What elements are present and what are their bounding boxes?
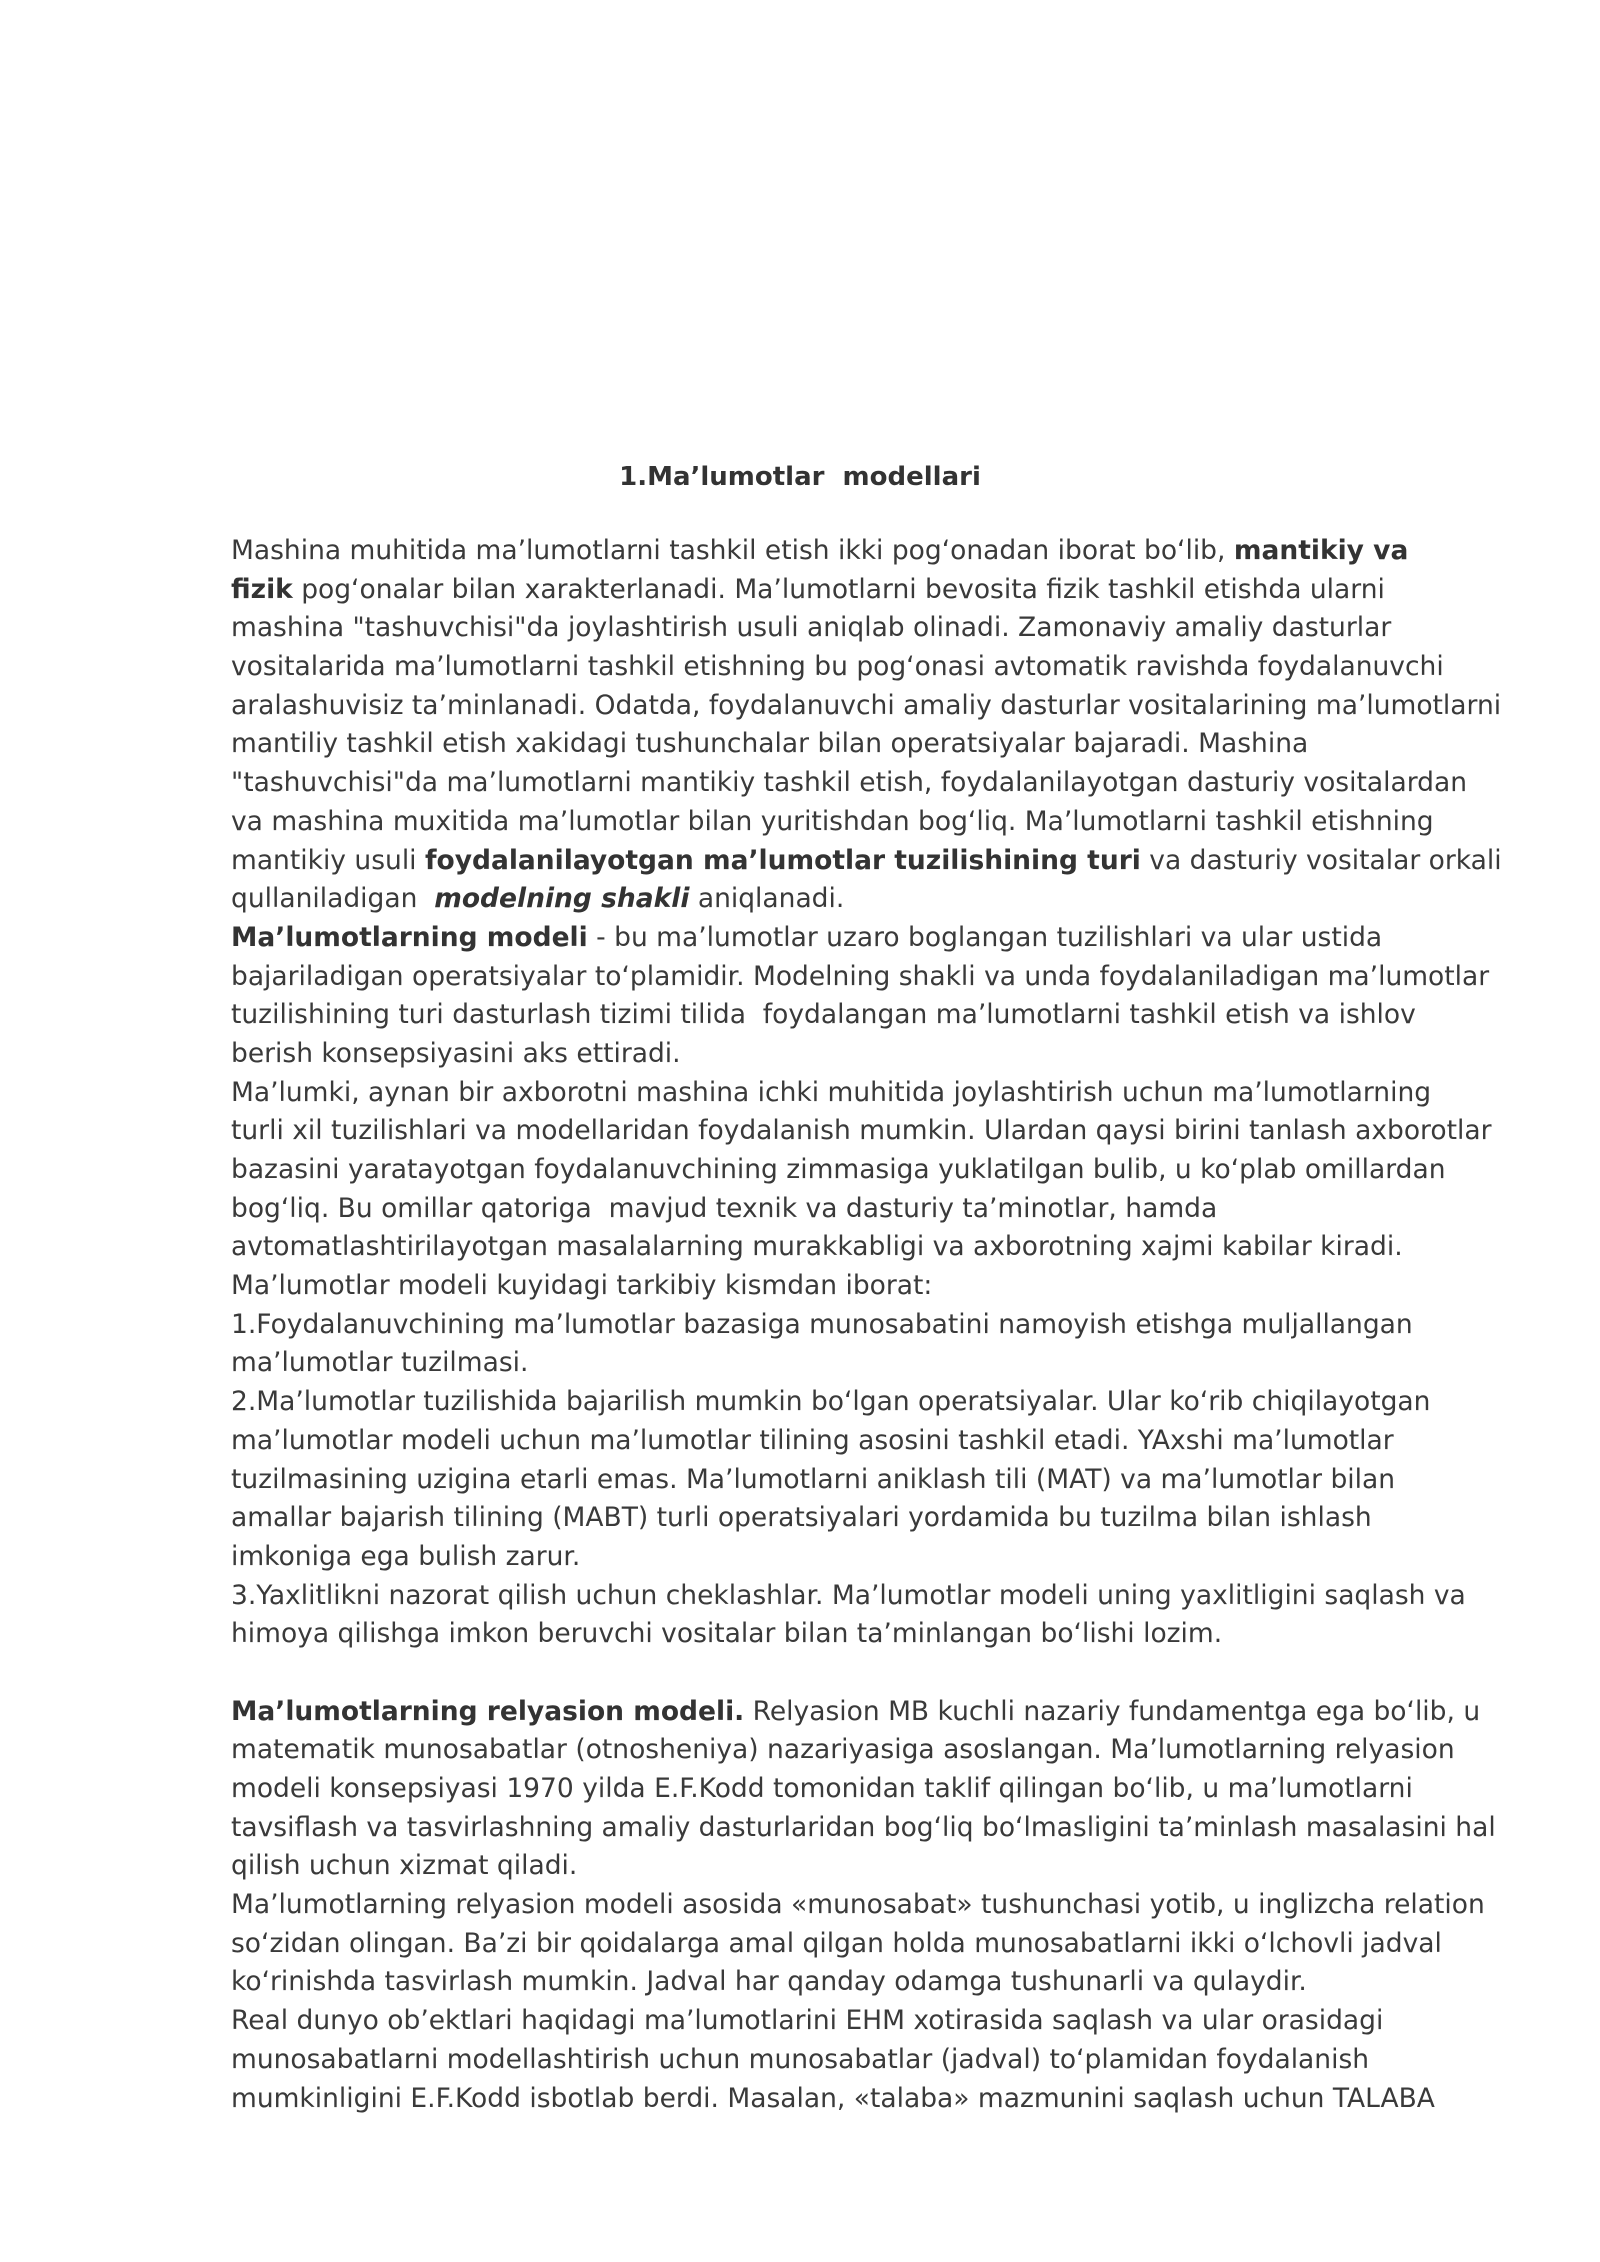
text-run: pog‘onalar bilan xarakterlanadi. Ma’lumotlarni bevosita fizik tashkil etishda ularni bbox=[292, 573, 1385, 605]
paragraph-line bbox=[231, 919, 1521, 958]
document-body bbox=[231, 532, 1521, 2118]
text-run: Relyasion MB kuchli nazariy fundamentga ega bo‘lib, u bbox=[744, 1695, 1481, 1727]
paragraph-line: berish konsepsiyasini aks ettiradi. bbox=[231, 1037, 681, 1069]
bold-term: fizik bbox=[231, 573, 293, 605]
paragraph-spacer bbox=[231, 1654, 1521, 1693]
paragraph-line: avtomatlashtirilayotgan masalalarning murakkabligi va axborotning xajmi kabilar kiradi. bbox=[231, 1231, 1403, 1263]
list-item-line: ma’lumotlar tuzilmasi. bbox=[231, 1347, 529, 1379]
text-run: Mashina muhitida ma’lumotlarni tashkil etish ikki pog‘onadan iborat bo‘lib, bbox=[231, 535, 1234, 566]
bold-italic-term: modelning shakli bbox=[434, 883, 690, 915]
paragraph-line: matematik munosabatlar (otnosheniya) nazariyasiga asoslangan. Ma’lumotlarning relyasion bbox=[231, 1734, 1455, 1766]
list-item-line: 1.Foydalanuvchining ma’lumotlar bazasiga munosabatini namoyish etishga muljallangan bbox=[231, 1308, 1413, 1340]
paragraph-line: Ma’lumotlarning relyasion modeli asosida «munosabat» tushunchasi yotib, u inglizcha relation bbox=[231, 1889, 1485, 1921]
bold-term: foydalanilayotgan ma’lumotlar tuzilishining turi bbox=[424, 844, 1141, 876]
paragraph-line: munosabatlarni modellashtirish uchun munosabatlar (jadval) to‘plamidan foydalanish bbox=[231, 2043, 1370, 2075]
paragraph-line: vositalarida ma’lumotlarni tashkil etishning bu pog‘onasi avtomatik ravishda foydalanuvchi bbox=[231, 651, 1444, 683]
paragraph-line: tavsiflash va tasvirlashning amaliy dasturlaridan bog‘liq bo‘lmasligini ta’minlash masalasini hal bbox=[231, 1811, 1496, 1843]
paragraph-line: mantiliy tashkil etish xakidagi tushunchalar bilan operatsiyalar bajaradi. Mashina bbox=[231, 728, 1309, 760]
paragraph-line: Ma’lumki, aynan bir axborotni mashina ichki muhitida joylashtirish uchun ma’lumotlarning bbox=[231, 1076, 1432, 1108]
paragraph-line: modeli konsepsiyasi 1970 yilda E.F.Kodd tomonidan taklif qilingan bo‘lib, u ma’lumotlarni bbox=[231, 1773, 1413, 1804]
paragraph-line bbox=[231, 571, 1521, 610]
bold-term: mantikiy va bbox=[1233, 535, 1409, 566]
list-item-line: ma’lumotlar modeli uchun ma’lumotlar tilining asosini tashkil etadi. YAxshi ma’lumotlar bbox=[231, 1424, 1394, 1456]
list-item-line: tuzilmasining uzigina etarli emas. Ma’lumotlarni aniklash tili (MAT) va ma’lumotlar bilan bbox=[231, 1463, 1396, 1495]
list-item-line: 2.Ma’lumotlar tuzilishida bajarilish mumkin bo‘lgan operatsiyalar. Ular ko‘rib chiqilayotgan bbox=[231, 1386, 1431, 1418]
text-run: - bu ma’lumotlar uzaro boglangan tuzilishlari va ular ustida bbox=[587, 921, 1383, 953]
paragraph-line bbox=[231, 842, 1521, 881]
text-run: aniqlanadi. bbox=[689, 883, 845, 915]
paragraph-line: tuzilishining turi dasturlash tizimi tilida foydalangan ma’lumotlarni tashkil etish va ishlov bbox=[231, 999, 1416, 1031]
list-item-line: 3.Yaxlitlikni nazorat qilish uchun cheklashlar. Ma’lumotlar modeli uning yaxlitligini saqlash va bbox=[231, 1579, 1466, 1611]
paragraph-line: Real dunyo ob’ektlari haqidagi ma’lumotlarini EHM xotirasida saqlash va ular orasidagi bbox=[231, 2005, 1384, 2037]
bold-term: Ma’lumotlarning modeli bbox=[231, 921, 588, 953]
paragraph-line: turli xil tuzilishlari va modellaridan foydalanish mumkin. Ulardan qaysi birini tanlash axborotlar bbox=[231, 1115, 1492, 1147]
paragraph-line bbox=[231, 532, 1521, 571]
text-run: mantikiy usuli bbox=[231, 844, 425, 876]
paragraph-line bbox=[231, 880, 1521, 919]
paragraph-line: bajariladigan operatsiyalar to‘plamidir. Modelning shakli va unda foydalaniladigan ma’lumotlar bbox=[231, 960, 1490, 992]
paragraph-line: ko‘rinishda tasvirlash mumkin. Jadval har qanday odamga tushunarli va qulaydir. bbox=[231, 1966, 1307, 1998]
paragraph-line: mumkinligini E.F.Kodd isbotlab berdi. Masalan, «talaba» mazmunini saqlash uchun TALABA bbox=[231, 2082, 1435, 2114]
paragraph-line: bazasini yaratayotgan foydalanuvchining zimmasiga yuklatilgan bulib, u ko‘plab omillardan bbox=[231, 1154, 1446, 1185]
list-item-line: amallar bajarish tilining (MABT) turli operatsiyalari yordamida bu tuzilma bilan ishlash bbox=[231, 1502, 1372, 1534]
paragraph-line bbox=[231, 1693, 1521, 1732]
page-title: 1.Ma’lumotlar modellari bbox=[619, 462, 981, 492]
bold-term: Ma’lumotlarning relyasion modeli. bbox=[231, 1695, 745, 1727]
text-run: qullaniladigan bbox=[231, 883, 435, 915]
paragraph-line: so‘zidan olingan. Ba’zi bir qoidalarga amal qilgan holda munosabatlarni ikki o‘lchovli jadval bbox=[231, 1927, 1442, 1959]
paragraph-line: qilish uchun xizmat qiladi. bbox=[231, 1850, 578, 1882]
list-item-line: imkoniga ega bulish zarur. bbox=[231, 1540, 581, 1572]
paragraph-line: "tashuvchisi"da ma’lumotlarni mantikiy tashkil etish, foydalanilayotgan dasturiy vositalardan bbox=[231, 767, 1467, 799]
paragraph-line: va mashina muxitida ma’lumotlar bilan yuritishdan bog‘liq. Ma’lumotlarni tashkil etishning bbox=[231, 805, 1434, 837]
list-item-line: himoya qilishga imkon beruvchi vositalar bilan ta’minlangan bo‘lishi lozim. bbox=[231, 1618, 1223, 1650]
paragraph-line: aralashuvisiz ta’minlanadi. Odatda, foydalanuvchi amaliy dasturlar vositalarining ma’lumotlarni bbox=[231, 689, 1502, 721]
paragraph-line: bog‘liq. Bu omillar qatoriga mavjud texnik va dasturiy ta’minotlar, hamda bbox=[231, 1192, 1218, 1224]
text-run: va dasturiy vositalar orkali bbox=[1140, 844, 1502, 876]
paragraph-line: mashina "tashuvchisi"da joylashtirish usuli aniqlab olinadi. Zamonaviy amaliy dasturlar bbox=[231, 612, 1392, 644]
paragraph-line: Ma’lumotlar modeli kuyidagi tarkibiy kismdan iborat: bbox=[231, 1270, 933, 1302]
